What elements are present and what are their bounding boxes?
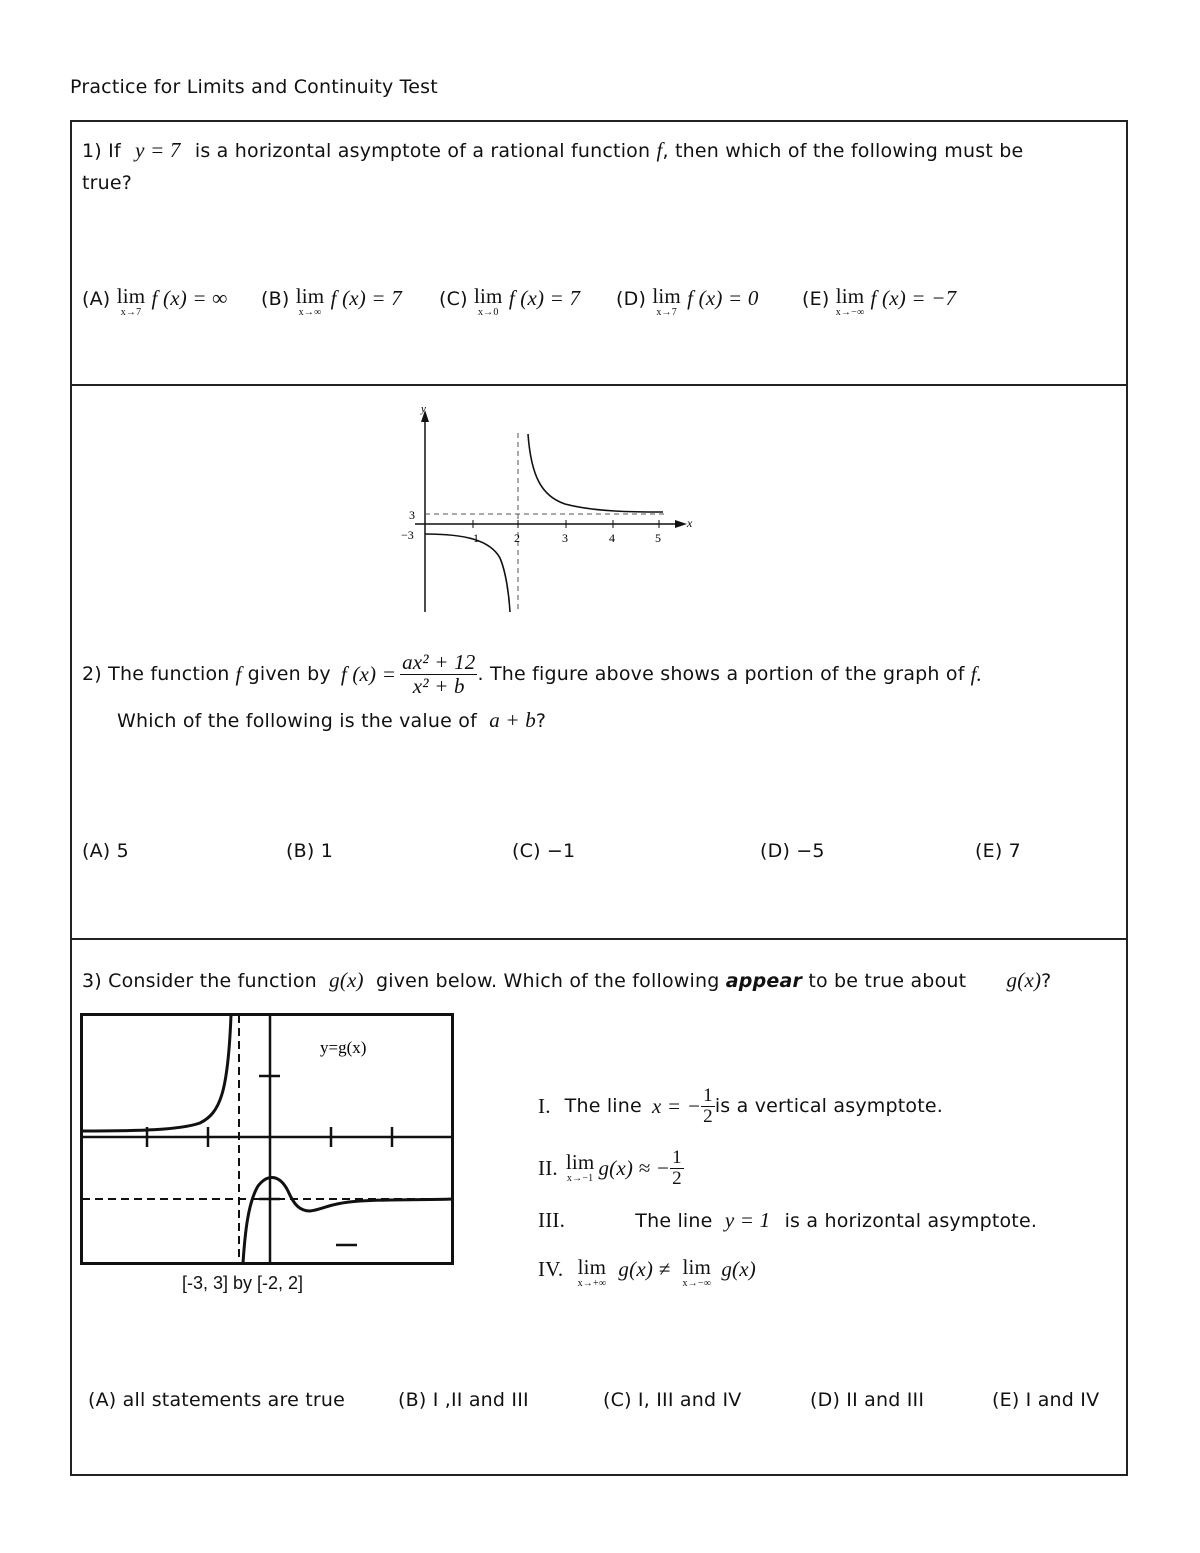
q1-choice-c[interactable]: (C) lim x→0 f (x) = 7 [439,284,581,318]
q3-statement-1: I. The line x = − $\frac{1}{2}$ is a vertical asymptote. [538,1084,944,1127]
q2-y-label: y [421,403,426,415]
q2-y-tick-neg3: −3 [401,528,414,542]
question-3-text: 3) Consider the function g(x) given below. Which of the following appear to be true about g(x)? [82,968,1052,992]
page-title: Practice for Limits and Continuity Test [70,76,438,98]
q2-tick-label-2: 2 [514,531,520,545]
q2-tick-label-5: 5 [655,531,661,545]
q2-tick-label-3: 3 [562,531,568,545]
q2-choice-e[interactable]: (E) 7 [975,840,1021,862]
q1-choice-a[interactable]: (A) lim x→7 f (x) = ∞ [82,284,228,318]
q2-x-arrow [675,520,687,528]
q3-statement-4: IV. lim x→+∞ g(x) ≠ lim x→−∞ g(x) [538,1255,756,1289]
q1-choice-d[interactable]: (D) lim x→7 f (x) = 0 [616,284,759,318]
q2-right-branch [528,434,663,512]
q2-numerator: ax² + 12 [402,650,476,675]
q3-graph-label: y=g(x) [320,1038,367,1057]
q2-y-tick-3: 3 [409,508,415,522]
q3-choice-b[interactable]: (B) I ,II and III [398,1389,529,1411]
q2-choice-d[interactable]: (D) −5 [760,840,825,862]
q2-left-branch [425,534,510,612]
q3-choice-d[interactable]: (D) II and III [810,1389,925,1411]
q2-tick-label-4: 4 [609,531,615,545]
q2-choice-c[interactable]: (C) −1 [512,840,576,862]
q2-choice-a[interactable]: (A) 5 [82,840,129,862]
q2-choice-b[interactable]: (B) 1 [286,840,333,862]
question-1-text: 1) If y = 7 is a horizontal asymptote of a rational function f, then which of the following must be [82,138,1024,162]
q3-choice-c[interactable]: (C) I, III and IV [603,1389,742,1411]
q3-calculator-graph [80,1013,454,1265]
q2-graph [395,400,705,620]
question-2-text: 2) The function f given by f (x) = $\frac{\text{ax² + 12}}{\text{x² + b}}$ . The figure above shows a portion of the graph of f. [82,650,983,698]
question-1-text-line2: true? [82,172,133,194]
q2-denominator: x² + b [412,673,465,698]
q3-statement-3: III. The line y = 1 is a horizontal asymptote. [538,1208,1038,1232]
q3-statement-2: II. lim x→−1 g(x) ≈ − $\frac{1}{2}$ [538,1146,682,1189]
q3-choice-a[interactable]: (A) all statements are true [88,1389,346,1411]
q3-choice-e[interactable]: (E) I and IV [992,1389,1100,1411]
q3-window-label: [-3, 3] by [-2, 2] [182,1273,304,1293]
q2-tick-label-1: 1 [473,531,479,545]
q1-choice-b[interactable]: (B) lim x→∞ f (x) = 7 [261,284,402,318]
q1-choice-e[interactable]: (E) lim x→−∞ f (x) = −7 [802,284,957,318]
question-2-text-line2: Which of the following is the value of a + b? [117,708,547,732]
q3-graph-frame [82,1015,453,1264]
q2-x-label: x [687,516,693,530]
